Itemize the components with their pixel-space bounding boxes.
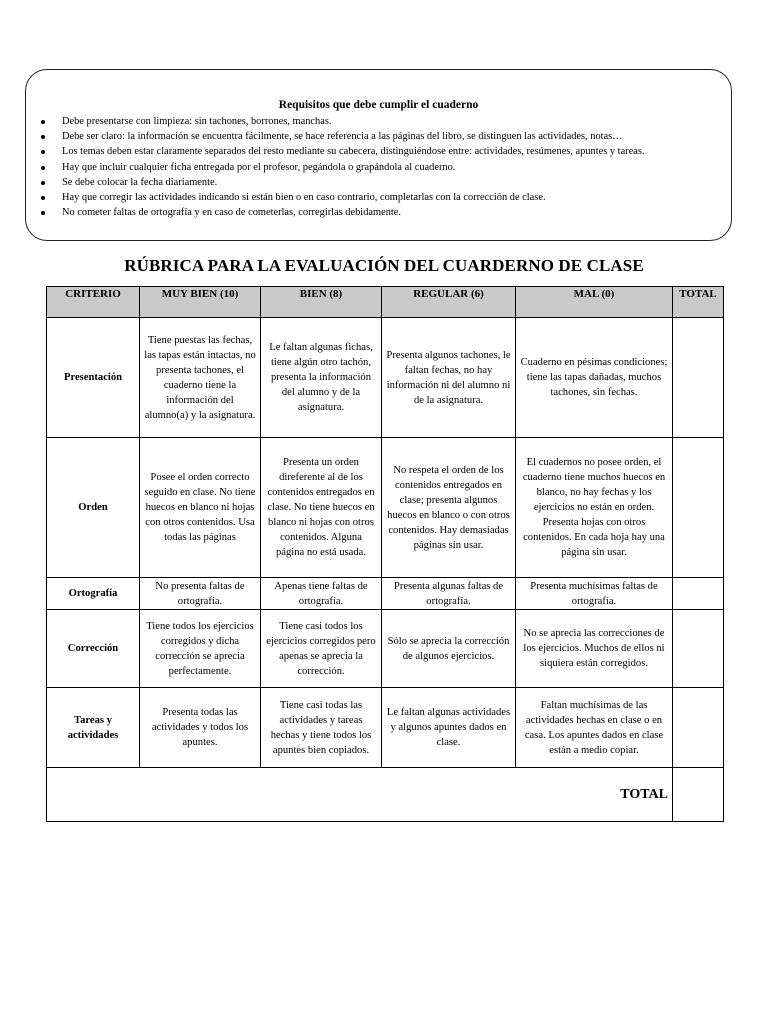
requirement-item: Hay que corregir las actividades indicando si están bien o en caso contrario, completarlas con la corrección de clase. <box>41 190 645 205</box>
criterion-presentacion: Presentación <box>47 318 140 438</box>
cell-regular: Sólo se aprecia la corrección de algunos ejercicios. <box>382 610 516 688</box>
rubric-title: RÚBRICA PARA LA EVALUACIÓN DEL CUARDERNO DE CLASE <box>124 256 644 275</box>
cell-bien: Apenas tiene faltas de ortografía. <box>261 578 382 610</box>
table-row <box>47 578 724 610</box>
cell-muy-bien: Tiene puestas las fechas, las tapas están intactas, no presenta tachones, el cuaderno tiene la información del alumno(a) y la asignatura. <box>140 318 261 438</box>
header-bien: BIEN (8) <box>261 287 382 318</box>
cell-regular: Presenta algunos tachones, le faltan fechas, no hay información ni del alumno ni de la asignatura. <box>382 318 516 438</box>
cell-muy-bien: Tiene todos los ejercicios corregidos y dicha corrección se aprecia perfectamente. <box>140 610 261 688</box>
criterion-ortografia: Ortografía <box>47 578 140 610</box>
cell-mal: El cuadernos no posee orden, el cuaderno tiene muchos huecos en blanco, no hay fechas y los ejercicios no están en orden. Presenta hojas con otros contenidos. En cada hoja hay una página sin usar. <box>516 438 673 578</box>
header-row <box>47 287 724 318</box>
total-value-cell <box>673 768 724 822</box>
table-row <box>47 438 724 578</box>
cell-total <box>673 610 724 688</box>
cell-muy-bien: Posee el orden correcto seguido en clase. No tiene huecos en blanco ni hojas con otros contenidos. Usa todas las páginas <box>140 438 261 578</box>
header-criterio: CRITERIO <box>47 287 140 318</box>
criterion-orden: Orden <box>47 438 140 578</box>
requirement-item: Hay que incluir cualquier ficha entregada por el profesor, pegándola o grapándola al cuaderno. <box>41 160 645 175</box>
header-total: TOTAL <box>673 287 724 318</box>
requirements-box <box>25 69 732 241</box>
rubric-table <box>46 286 724 822</box>
cell-mal: No se aprecia las correcciones de los ejercicios. Muchos de ellos ni siquiera están corregidos. <box>516 610 673 688</box>
total-label: TOTAL <box>47 768 673 822</box>
cell-regular: No respeta el orden de los contenidos entregados en clase; presenta algunos huecos en blanco o con otros contenidos. Hay demasiadas páginas sin usar. <box>382 438 516 578</box>
header-muy-bien: MUY BIEN (10) <box>140 287 261 318</box>
cell-mal: Cuaderno en pésimas condiciones; tiene las tapas dañadas, muchos tachones, sin fechas. <box>516 318 673 438</box>
cell-mal: Presenta muchísimas faltas de ortografía. <box>516 578 673 610</box>
cell-regular: Presenta algunas faltas de ortografía. <box>382 578 516 610</box>
table-row <box>47 318 724 438</box>
header-regular: REGULAR (6) <box>382 287 516 318</box>
cell-bien: Tiene casi todos los ejercicios corregidos pero apenas se aprecia la corrección. <box>261 610 382 688</box>
cell-bien: Tiene casi todas las actividades y tareas hechas y tiene todos los apuntes bien copiados. <box>261 688 382 768</box>
cell-muy-bien: Presenta todas las actividades y todos los apuntes. <box>140 688 261 768</box>
cell-mal: Faltan muchísimas de las actividades hechas en clase o en casa. Los apuntes dados en clase están a medio copiar. <box>516 688 673 768</box>
cell-total <box>673 688 724 768</box>
header-mal: MAL (0) <box>516 287 673 318</box>
table-row <box>47 610 724 688</box>
requirement-item: Debe presentarse con limpieza: sin tachones, borrones, manchas. <box>41 114 645 129</box>
cell-total <box>673 578 724 610</box>
cell-bien: Le faltan algunas fichas, tiene algún otro tachón, presenta la información del alumno y de la asignatura. <box>261 318 382 438</box>
cell-total <box>673 318 724 438</box>
requirement-item: Los temas deben estar claramente separados del resto mediante su cabecera, distinguiéndose entre: actividades, resúmenes, apuntes y tareas. <box>41 144 645 159</box>
requirement-item: Se debe colocar la fecha diariamente. <box>41 175 645 190</box>
cell-total <box>673 438 724 578</box>
requirements-title: Requisitos que debe cumplir el cuaderno <box>278 99 479 111</box>
requirements-list <box>41 114 645 220</box>
requirement-item: No cometer faltas de ortografía y en caso de cometerlas, corregirlas debidamente. <box>41 205 645 220</box>
cell-regular: Le faltan algunas actividades y algunos apuntes dados en clase. <box>382 688 516 768</box>
criterion-tareas: Tareas y actividades <box>47 688 140 768</box>
criterion-correccion: Corrección <box>47 610 140 688</box>
cell-muy-bien: No presenta faltas de ortografía. <box>140 578 261 610</box>
requirement-item: Debe ser claro: la información se encuentra fácilmente, se hace referencia a las páginas del libro, se distinguen las actividades, notas… <box>41 129 645 144</box>
cell-bien: Presenta un orden direferente al de los contenidos entregados en clase. No tiene huecos en blanco ni hojas con otros contenidos. Alguna página no está usada. <box>261 438 382 578</box>
total-row <box>47 768 724 822</box>
table-row <box>47 688 724 768</box>
